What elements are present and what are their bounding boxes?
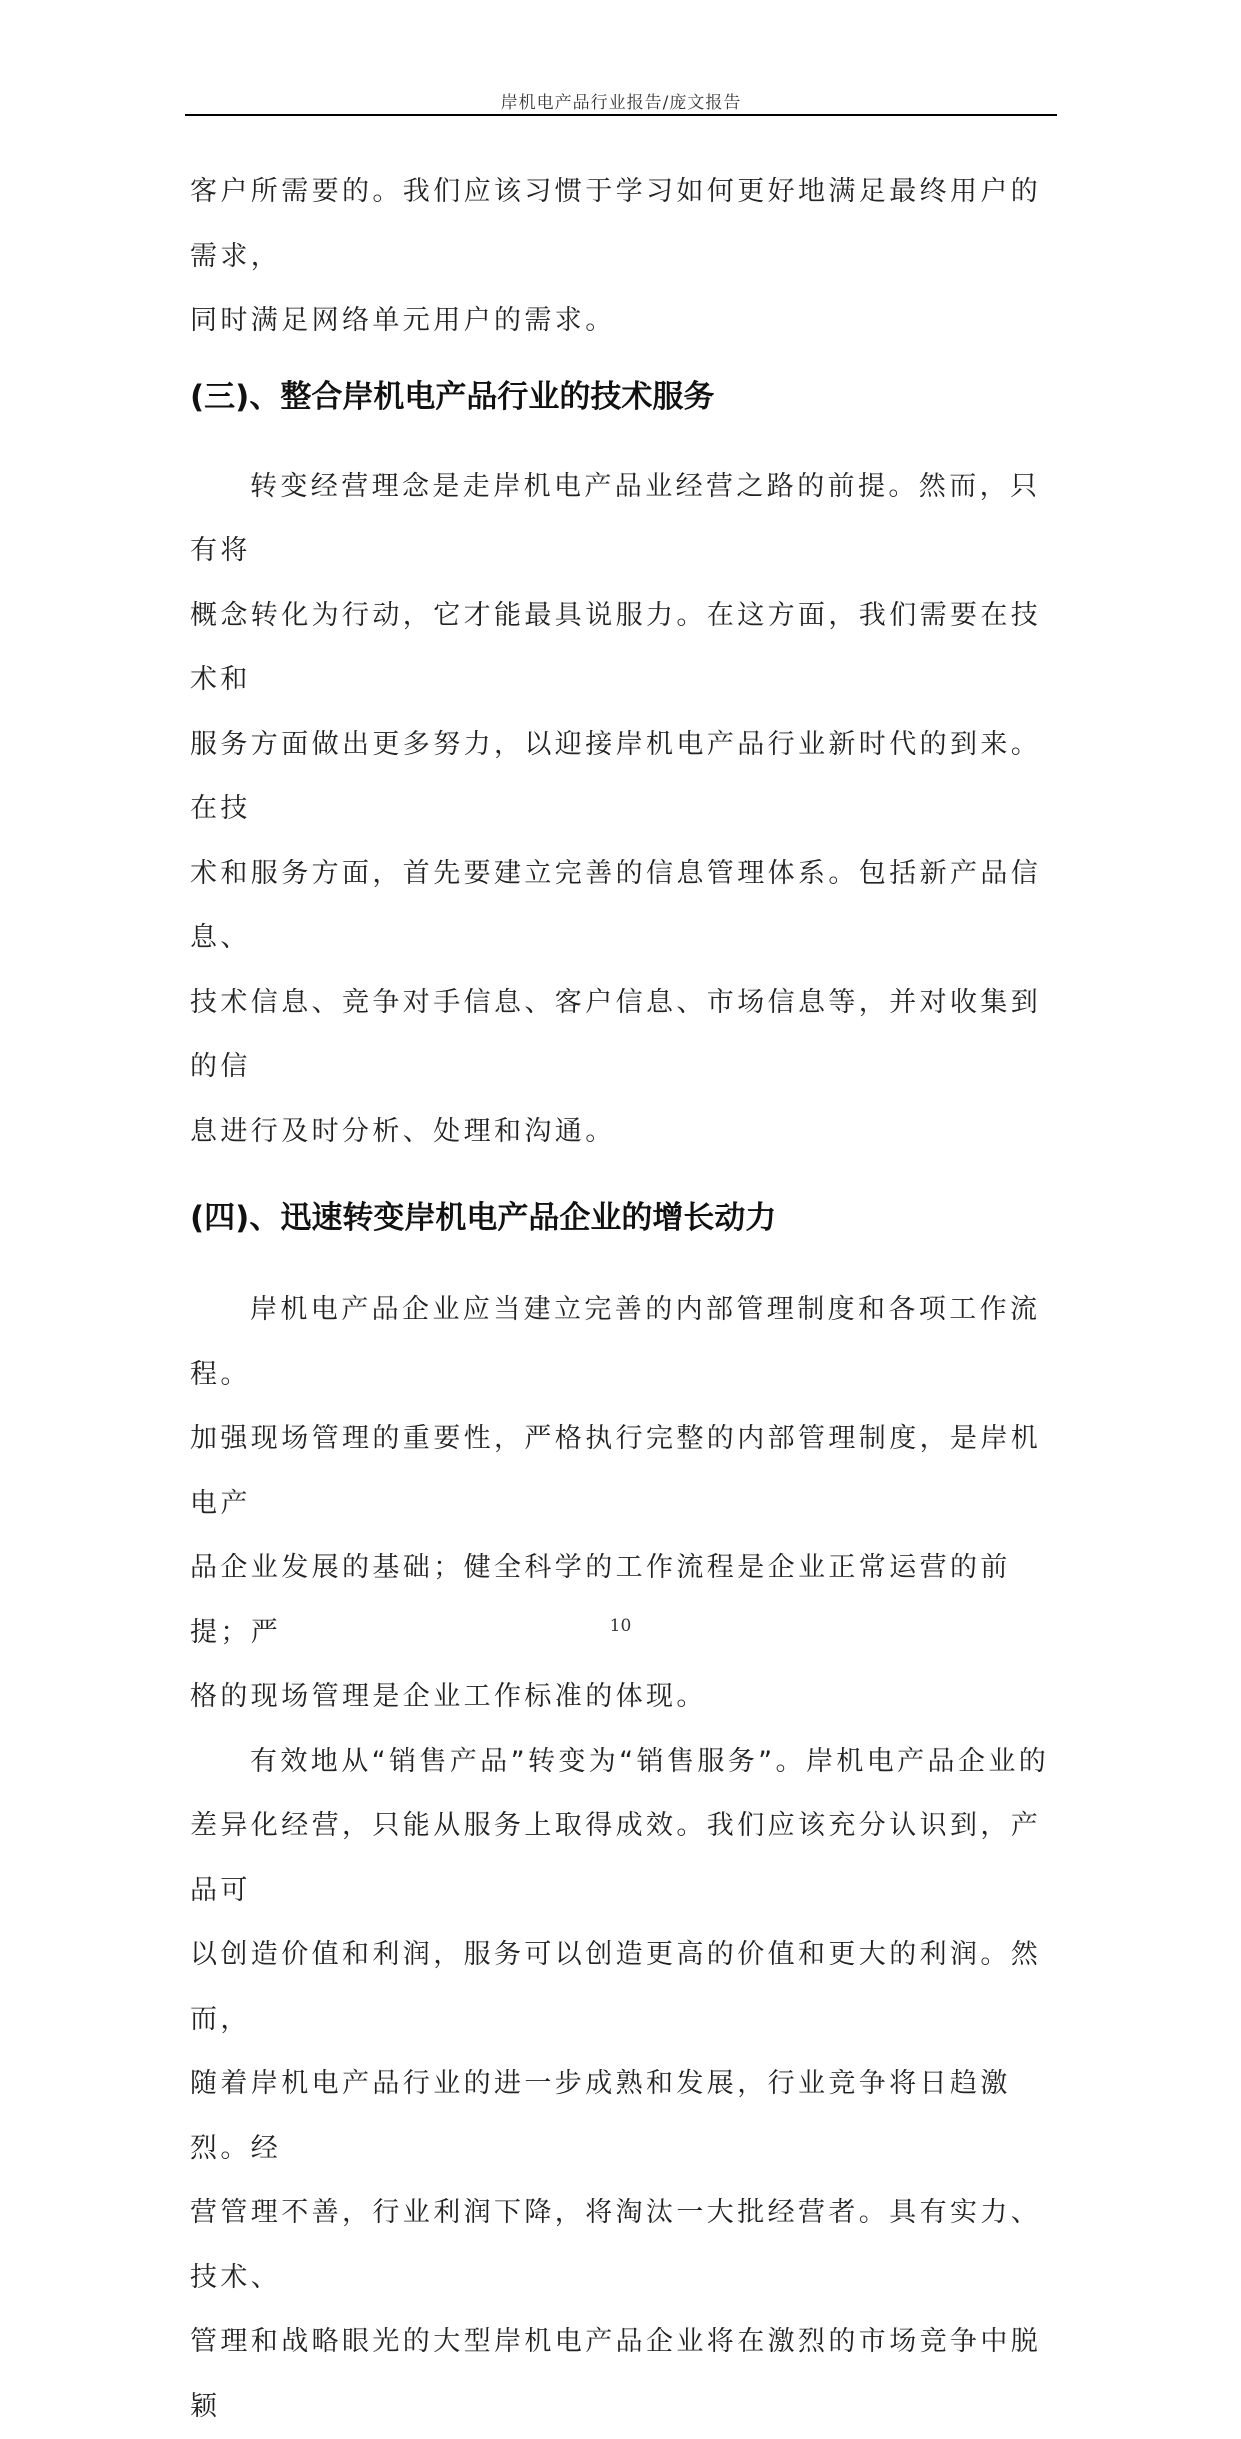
line: 以创造价值和利润，服务可以创造更高的价值和更大的利润。然而， [190,1939,1041,2035]
document-body [190,160,1070,2439]
section4-paragraph-1 [190,1278,1070,1730]
line: 营管理不善，行业利润下降，将淘汰一大批经营者。具有实力、技术、 [190,2197,1041,2293]
line: 品企业发展的基础；健全科学的工作流程是企业正常运营的前提；严 [190,1552,1011,1648]
section-heading-3: (三)、整合岸机电产品行业的技术服务 [190,365,1070,429]
line: 客户所需要的。我们应该习惯于学习如何更好地满足最终用户的需求， [190,176,1041,272]
line: 格的现场管理是企业工作标准的体现。 [190,1681,707,1712]
line: 息进行及时分析、处理和沟通。 [190,1116,616,1147]
line: 技术信息、竞争对手信息、客户信息、市场信息等，并对收集到的信 [190,987,1041,1083]
line: 随着岸机电产品行业的进一步成熟和发展，行业竞争将日趋激烈。经 [190,2068,1011,2164]
line: 服务方面做出更多努力，以迎接岸机电产品行业新时代的到来。在技 [190,729,1041,825]
section-heading-4: (四)、迅速转变岸机电产品企业的增长动力 [190,1186,1070,1250]
line: 同时满足网络单元用户的需求。 [190,305,616,336]
line: 概念转化为行动，它才能最具说服力。在这方面，我们需要在技术和 [190,600,1041,696]
line: 有效地从“销售产品”转变为“销售服务”。岸机电产品企业的 [250,1746,1049,1777]
intro-paragraph [190,160,1070,354]
page-number: 10 [0,1616,1241,1636]
line: 管理和战略眼光的大型岸机电产品企业将在激烈的市场竞争中脱颖 [190,2326,1041,2422]
line: 转变经营理念是走岸机电产品业经营之路的前提。然而，只有将 [190,471,1040,567]
header-title: 岸机电产品行业报告/庞文报告 [185,88,1057,113]
line: 术和服务方面，首先要建立完善的信息管理体系。包括新产品信息、 [190,858,1041,954]
line: 加强现场管理的重要性，严格执行完整的内部管理制度，是岸机电产 [190,1423,1041,1519]
section4-paragraph-2 [190,1730,1070,2439]
header-divider [185,114,1057,116]
line: 差异化经营，只能从服务上取得成效。我们应该充分认识到，产品可 [190,1810,1041,1906]
section3-paragraph [190,455,1070,1165]
line: 岸机电产品企业应当建立完善的内部管理制度和各项工作流程。 [190,1294,1040,1390]
